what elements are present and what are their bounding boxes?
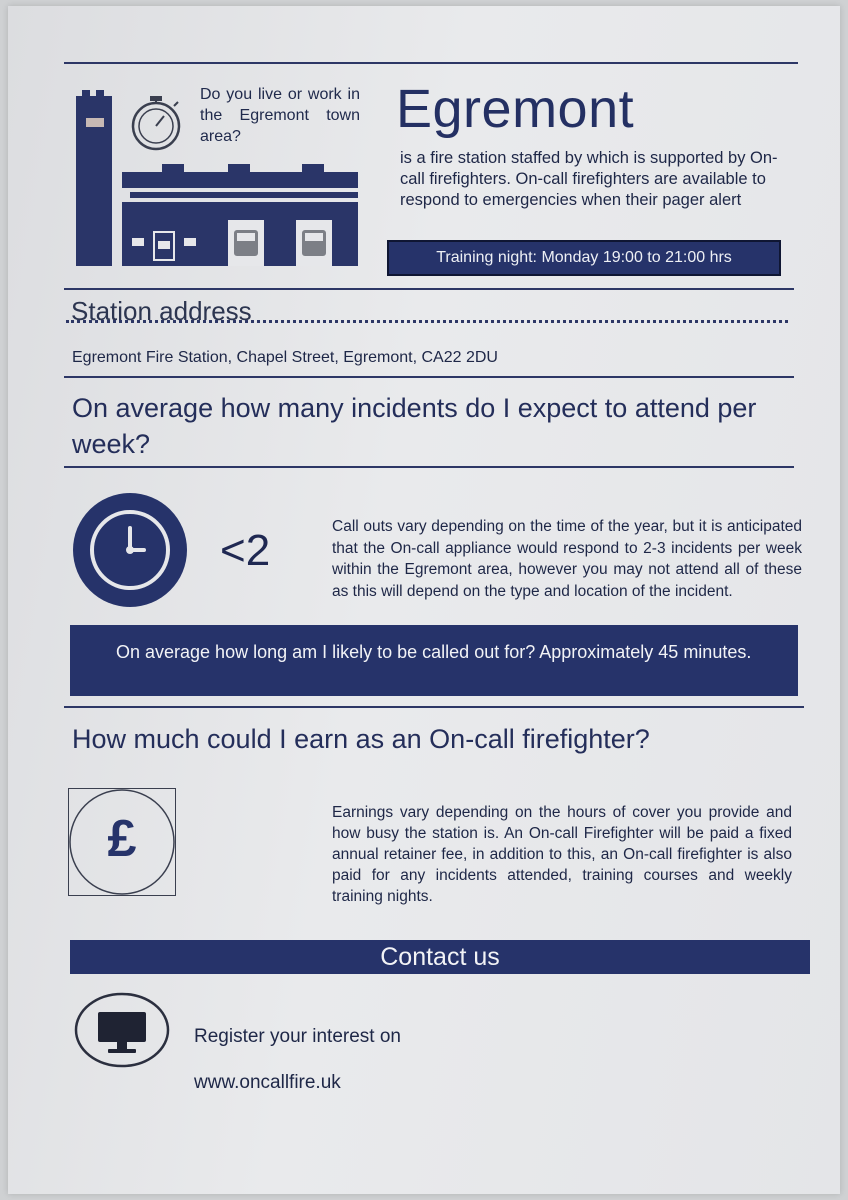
incidents-question: On average how many incidents do I expect to attend per week? [72, 393, 757, 459]
leaflet-page [8, 6, 840, 1194]
incidents-explanation: Call outs vary depending on the time of the year, but it is anticipated that the On-call appliance would respond to 2-3 incidents per week within the Egremont area, however you may not attend all of these as this will depend on the type and location of the incident. [332, 518, 802, 600]
station-title: Egremont [396, 79, 635, 139]
address-heading: Station address [71, 296, 252, 326]
duration-text: On average how long am I likely to be called out for? Approximately 45 minutes. [116, 642, 752, 662]
pound-symbol: £ [107, 810, 137, 868]
station-address: Egremont Fire Station, Chapel Street, Egremont, CA22 2DU [72, 349, 498, 366]
earnings-question: How much could I earn as an On-call firefighter? [72, 724, 650, 754]
header-rule [64, 288, 794, 290]
intro-question: Do you live or work in the Egremont town area? [200, 86, 360, 145]
register-text: Register your interest on [194, 1026, 401, 1047]
contact-heading: Contact us [70, 940, 810, 974]
address-rule [64, 376, 794, 378]
website-link[interactable]: www.oncallfire.uk [194, 1072, 341, 1093]
monitor-icon [72, 992, 172, 1072]
top-rule [64, 62, 798, 64]
address-dotted-rule [66, 320, 788, 323]
clock-icon [72, 490, 192, 610]
incidents-rule [64, 466, 794, 468]
earnings-explanation: Earnings vary depending on the hours of cover you provide and how busy the station is. An On-call Firefighter will be paid a fixed annual retainer fee, in addition to this, an On-call firefighter is also paid for any incidents attended, training courses and weekly training nights. [332, 804, 792, 905]
duration-rule [64, 706, 804, 708]
duration-banner [70, 625, 798, 696]
station-description: is a fire station staffed by which is supported by On-call firefighters. On-call firefighters are available to respond to emergencies when their pager alert [400, 149, 778, 209]
training-night-banner: Training night: Monday 19:00 to 21:00 hrs [387, 240, 781, 276]
incidents-value: <2 [220, 526, 271, 575]
pound-icon-frame [68, 788, 176, 896]
